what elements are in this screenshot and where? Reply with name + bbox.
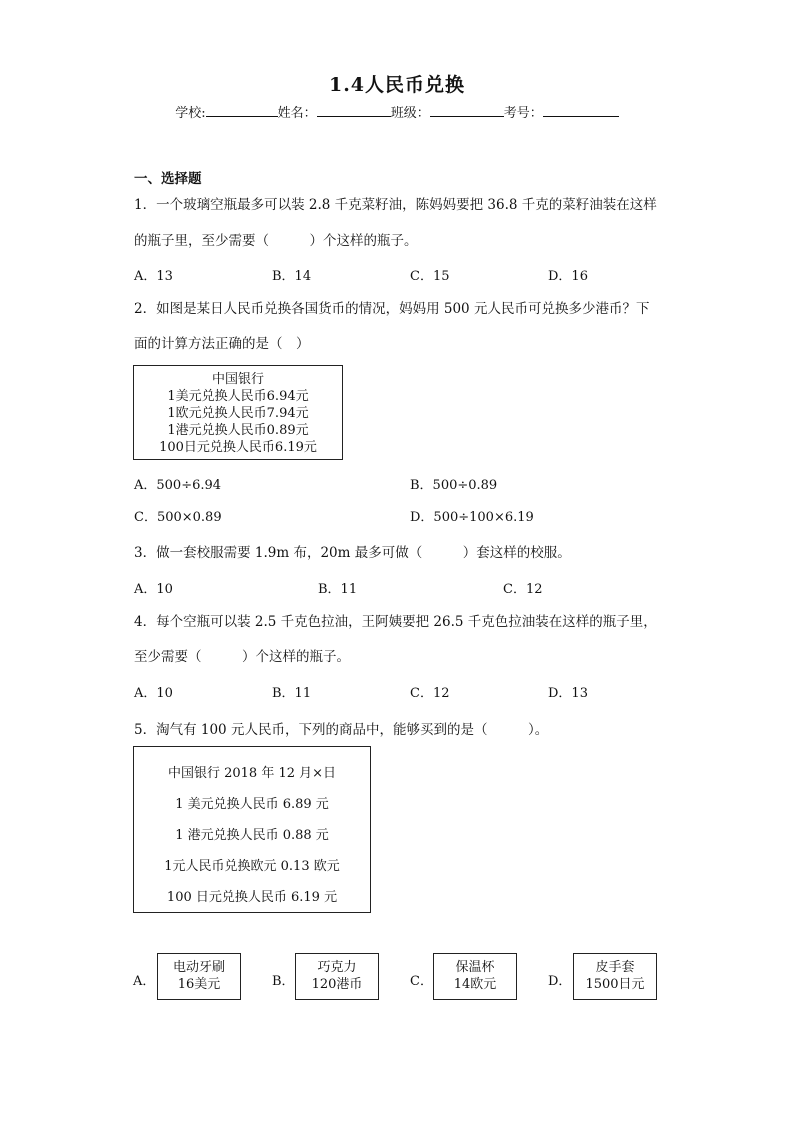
exam-number-label: 考号： [503, 106, 543, 121]
item-price: 14欧元 [453, 977, 497, 992]
item-price: 120港币 [311, 977, 363, 992]
q1-line1: 1．一个玻璃空瓶最多可以装 2.8 千克菜籽油，陈妈妈要把 36.8 千克的菜籽油装在这样 [134, 197, 657, 213]
bank-name-date: 中国银行 2018 年 12 月×日 [167, 766, 337, 781]
q3-option-c[interactable]: C．12 [503, 582, 543, 597]
q1-option-a[interactable]: A．13 [134, 269, 173, 284]
school-blank[interactable] [206, 103, 278, 117]
q3-line1: 3．做一套校服需要 1.9m 布，20m 最多可做（ ）套这样的校服。 [134, 545, 571, 561]
bank-name: 中国银行 [211, 372, 264, 387]
rate-usd: 1美元兑换人民币6.94元 [167, 389, 309, 404]
q2-option-d[interactable]: D．500÷100×6.19 [410, 510, 534, 525]
exam-number-blank[interactable] [543, 103, 619, 117]
q1-option-c[interactable]: C．15 [410, 269, 450, 284]
class-blank[interactable] [430, 103, 504, 117]
rate-usd: 1 美元兑换人民币 6.89 元 [175, 797, 329, 812]
q4-option-b[interactable]: B．11 [272, 686, 312, 701]
q2-option-a[interactable]: A．500÷6.94 [134, 478, 222, 493]
name-label: 姓名： [277, 106, 317, 121]
q4-option-a[interactable]: A．10 [134, 686, 173, 701]
q5-option-d-letter[interactable]: D． [548, 974, 572, 989]
section-heading: 一、选择题 [134, 171, 202, 187]
item-name: 皮手套 [595, 960, 635, 975]
q3-option-a[interactable]: A．10 [134, 582, 173, 597]
item-price: 16美元 [177, 977, 221, 992]
q4-option-c[interactable]: C．12 [410, 686, 450, 701]
q2-option-c[interactable]: C．500×0.89 [134, 510, 222, 525]
rate-hkd: 1 港元兑换人民币 0.88 元 [175, 828, 329, 843]
q5-option-c-letter[interactable]: C． [410, 974, 433, 989]
exchange-rate-box-1 [133, 365, 343, 460]
rate-jpy: 100 日元兑换人民币 6.19 元 [166, 890, 338, 905]
class-label: 班级： [390, 106, 430, 121]
rate-jpy: 100日元兑换人民币6.19元 [159, 440, 317, 455]
q1-option-b[interactable]: B．14 [272, 269, 312, 284]
item-name: 保温杯 [455, 960, 495, 975]
q5-option-b-letter[interactable]: B． [272, 974, 295, 989]
q2-line2: 面的计算方法正确的是（ ） [134, 336, 310, 352]
q4-line2: 至少需要（ ）个这样的瓶子。 [134, 649, 350, 665]
school-label: 学校: [175, 106, 206, 121]
q4-option-d[interactable]: D．13 [548, 686, 588, 701]
rate-eur: 1欧元兑换人民币7.94元 [167, 406, 309, 421]
rate-cny-eur: 1元人民币兑换欧元 0.13 欧元 [164, 859, 340, 874]
q2-option-b[interactable]: B．500÷0.89 [410, 478, 498, 493]
q4-line1: 4．每个空瓶可以装 2.5 千克色拉油，王阿姨要把 26.5 千克色拉油装在这样的瓶子里， [134, 614, 657, 630]
exchange-rate-box-2 [133, 746, 371, 913]
q1-option-d[interactable]: D．16 [548, 269, 588, 284]
rate-hkd: 1港元兑换人民币0.89元 [167, 423, 309, 438]
student-info-line [0, 102, 794, 121]
q5-option-a-item[interactable] [157, 953, 241, 1000]
item-name: 巧克力 [317, 960, 357, 975]
q5-option-b-item[interactable] [295, 953, 379, 1000]
name-blank[interactable] [317, 103, 391, 117]
q5-option-a-letter[interactable]: A． [133, 974, 156, 989]
q1-line2: 的瓶子里，至少需要（ ）个这样的瓶子。 [134, 233, 418, 249]
item-name: 电动牙刷 [172, 960, 225, 975]
item-price: 1500日元 [585, 977, 645, 992]
q2-line1: 2．如图是某日人民币兑换各国货币的情况，妈妈用 500 元人民币可兑换多少港币？下 [134, 301, 650, 317]
q5-option-c-item[interactable] [433, 953, 517, 1000]
q5-line1: 5．淘气有 100 元人民币，下列的商品中，能够买到的是（ ）。 [134, 722, 549, 738]
q5-option-d-item[interactable] [573, 953, 657, 1000]
page-title: 1.4人民币兑换 [328, 74, 466, 96]
q3-option-b[interactable]: B．11 [318, 582, 358, 597]
